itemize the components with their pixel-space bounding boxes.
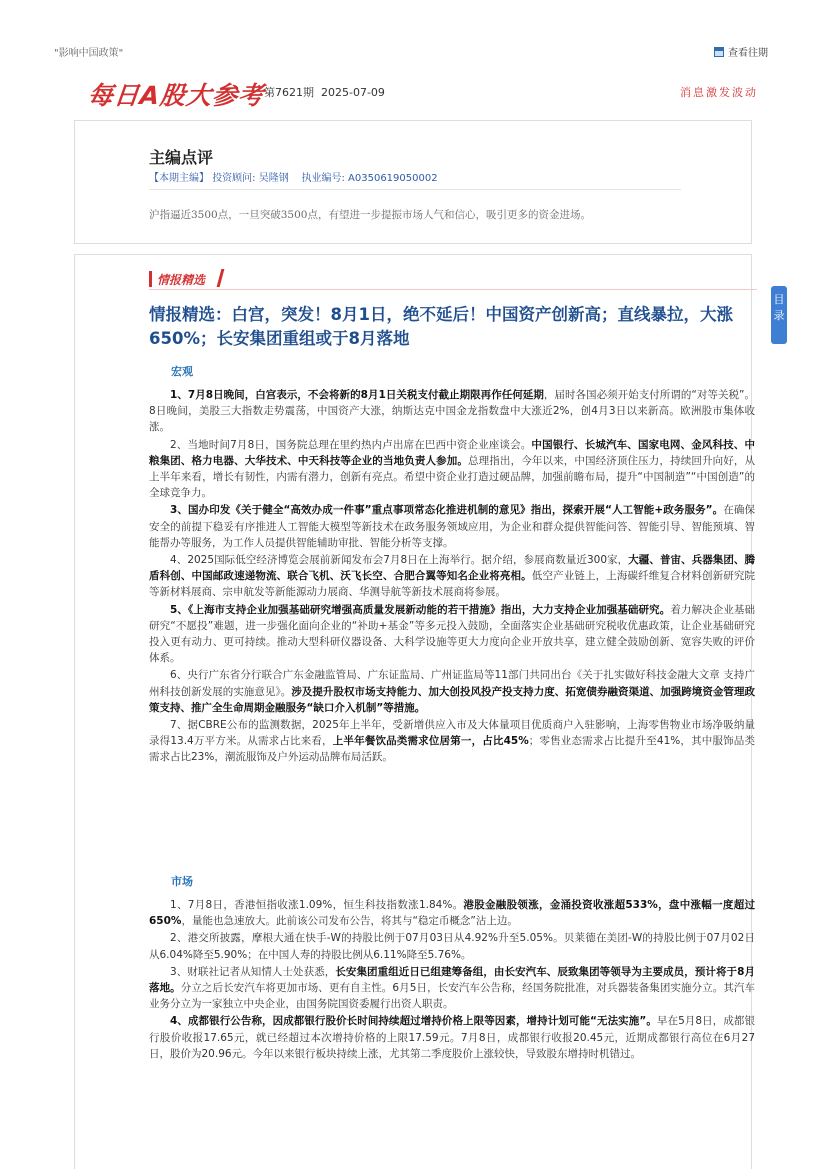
market-paragraph [149, 930, 755, 962]
calendar-icon [714, 47, 724, 57]
highlight-text: 长安集团重组近日已组建筹备组，由长安汽车、辰致集团等领导为主要成员，预计将于8月落地。 [149, 965, 755, 995]
highlight-text: 上半年餐饮品类需求位居第一，占比45% [332, 735, 529, 748]
body-text: 7、据CBRE公布的监测数据，2025年上半年，受新增供应入市及大体量项目优质商户入驻影响，上海零售物业市场净吸纳量录得13.4万平方米。从需求占比来看， [149, 719, 755, 748]
section-tag-label: 情报精选 [157, 273, 206, 287]
section-tag-bar [149, 271, 152, 287]
macro-paragraph [149, 717, 755, 766]
macro-paragraph [149, 437, 755, 502]
macro-paragraph [149, 552, 755, 601]
toc-button[interactable]: 目录 [771, 286, 787, 344]
history-link[interactable] [714, 44, 768, 59]
body-text: ，量能也急速放大。此前该公司发布公告，将其与“稳定币概念”沾上边。 [181, 915, 518, 928]
editor-title: 主编点评 [149, 148, 214, 167]
license-label: 执业编号: [301, 173, 345, 184]
body-text: 分立之后长安汽车将更加市场、更有自主性。6月5日，长安汽车公告称，经国务院批准，对兵器装备集团实施分立。其汽车业务分立为一家独立中央企业，由国务院国资委履行出资人职责。 [149, 982, 756, 1011]
top-bar [0, 0, 826, 62]
highlight-text: 港股金融股领涨，金涌投资收涨超533%，盘中涨幅一度超过650% [149, 899, 755, 928]
tagline: "影响中国政策" [54, 48, 124, 59]
body-text: ，届时各国必须开始支付所谓的“对等关税”。8日晚间，美股三大指数走势震荡，中国资产大涨，纳斯达克中国金龙指数盘中大涨近2%，创4月3日以来新高。欧洲股市集体收涨。 [149, 389, 755, 434]
highlight-text: 1、7月8日晚间，白宫表示，不会将新的8月1日关税支付截止期限再作任何延期 [170, 389, 544, 401]
market-paragraphs [149, 897, 755, 1063]
macro-paragraph [149, 602, 755, 667]
issue-date: 2025-07-09 [321, 86, 385, 99]
body-text: 2、港交所披露，摩根大通在快手-W的持股比例于07月03日从4.92%升至5.05%。贝莱德在美团-W的持股比例于07月02日从6.04%降至5.90%；在中国人寿的持股比例从6.11%降至5.76%。 [149, 932, 755, 961]
market-paragraph [149, 1013, 755, 1062]
body-text: 3、财联社记者从知情人士处获悉， [170, 965, 336, 978]
body-text: 着力解决企业基础研究“不愿投”难题，进一步强化面向企业的“补助+基金”等多元投入鼓励，全面落实企业基础研究税收优惠政策，让企业基础研究投入更有动力、更可持续。推动大型科研仪器设备、大科学设施等更大力度向企业开放共享，建立健全鼓励创新、宽容失败的评价体系。 [149, 603, 756, 665]
editor-comment: 沪指逼近3500点，一旦突破3500点，有望进一步提振市场人气和信心，吸引更多的资金进场。 [149, 209, 591, 221]
highlight-text: 3、国办印发《关于健全“高效办成一件事”重点事项常态化推进机制的意见》指出，探索开展“人工智能+政务服务”。 [170, 504, 724, 517]
highlight-text: 涉及提升股权市场支持能力、加大创投风投产投支持力度、拓宽债券融资渠道、加强跨境资金管理政策支持、推广全生命周期金融服务“缺口介入机制”等措施。 [149, 685, 756, 714]
body-text: 低空产业链上，上海碳纤维复合材料创新研究院等新材料展商、宗申航发等新能源动力展商、华测导航等新技术展商将参展。 [149, 570, 756, 599]
highlight-text: 5、《上海市支持企业加强基础研究增强高质量发展新动能的若干措施》指出，大力支持企业加强基础研究。 [170, 603, 671, 616]
body-text: 1、7月8日，香港恒指收涨1.09%，恒生科技指数涨1.84%。 [170, 899, 464, 911]
highlight-text: 中国银行、长城汽车、国家电网、金风科技、中粮集团、格力电器、大华技术、中天科技等企业的当地负责人参加。 [149, 438, 755, 467]
advisor-name: 吴隆钢 [258, 173, 289, 184]
macro-paragraph [149, 667, 755, 716]
body-text: 6、央行广东省分行联合广东金融监管局、广东证监局、广州证监局等11部门共同出台《关于扎实做好科技金融大文章 支持广州科技创新发展的实施意见》。 [149, 669, 755, 698]
issue-info [264, 84, 385, 100]
editor-comment-panel [74, 120, 752, 244]
body-text: 总理指出，今年以来，中国经济顶住压力，持续回升向好，从上半年来看，增长有韧性，内需有潜力，创新有亮点。希望中资企业打造过硬品牌，加强前瞻布局，提升“中国制造”“中国创造”的全球竞争力。 [149, 454, 756, 500]
body-text: 4、2025国际低空经济博览会展前新闻发布会7月8日在上海举行。据介绍，参展商数量近300家， [170, 554, 629, 567]
issue-number: 第7621期 [264, 86, 314, 99]
body-text: 在确保安全的前提下稳妥有序推进人工智能大模型等新技术在政务服务领域应用，为企业和群众提供智能问答、智能引导、智能预填、智能帮办等服务，为工作人员提供智能辅助审批、智能分析等支撑。 [149, 504, 755, 549]
highlight-text: 大疆、普宙、兵器集团、腾盾科创、中国邮政速递物流、联合飞机、沃飞长空、合肥合翼等知名企业将亮相。 [149, 554, 755, 583]
macro-paragraph [149, 387, 755, 436]
market-heading: 市场 [171, 875, 193, 888]
market-paragraph [149, 897, 755, 929]
headline: 情报精选：白宫，突发！8月1日，绝不延后！中国资产创新高；直线暴拉，大涨650%；长安集团重组或于8月落地 [149, 305, 733, 348]
slogan: 消息激发波动 [680, 86, 758, 99]
body-text: 早在5月8日，成都银行股价收报17.65元，就已经超过本次增持价格的上限17.59元。7月8日，成都银行收报20.45元，近期成都银行高位在6月27日，股价为20.96元。今年以来银行板块持续上涨，尤其第二季度股价上涨较快，导致股东增持时机错过。 [149, 1015, 755, 1060]
intel-panel [74, 254, 756, 1169]
brand-header [88, 72, 758, 112]
history-link-label: 查看往期 [728, 48, 768, 59]
market-paragraph [149, 964, 755, 1013]
macro-paragraphs [149, 387, 755, 767]
section-tag-slash [217, 269, 225, 287]
body-text: ；零售业态需求占比提升至41%，其中服饰品类需求占比23%，潮流服饰及户外运动品牌布局活跃。 [149, 735, 755, 764]
editor-meta-bracket: 【本期主编】 [149, 173, 209, 184]
logo: 每日A股大参考 [86, 81, 266, 110]
advisor-label: 投资顾问: [212, 173, 256, 184]
macro-heading: 宏观 [171, 365, 193, 378]
highlight-text: 4、成都银行公告称，因成都银行股价长时间持续超过增持价格上限等因素，增持计划可能“无法实施”。 [170, 1015, 657, 1028]
editor-meta [149, 169, 438, 184]
divider [149, 189, 681, 190]
license-number: A0350619050002 [348, 173, 438, 184]
macro-paragraph [149, 502, 755, 551]
body-text: 2、当地时间7月8日，国务院总理在里约热内卢出席在巴西中资企业座谈会。 [170, 438, 532, 451]
section-tag [149, 269, 757, 290]
